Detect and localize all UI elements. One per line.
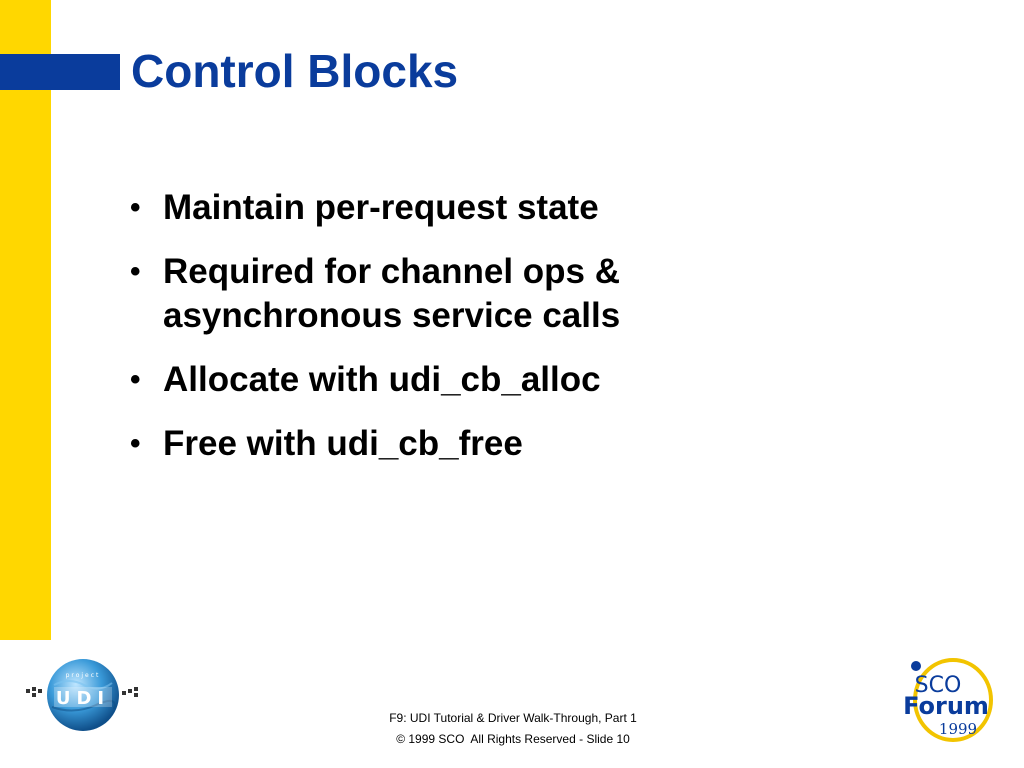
bullet-item [130, 250, 770, 338]
udi-project-logo-icon [24, 655, 142, 737]
bullet-dot-icon: • [130, 363, 141, 396]
bullet-list [130, 186, 770, 486]
sco-forum-logo-icon [898, 654, 998, 748]
bullet-dot-icon: • [130, 255, 141, 288]
bullet-text: Required for channel ops & asynchronous service calls [163, 252, 621, 335]
blue-title-accent-bar [0, 54, 120, 90]
yellow-side-bar [0, 0, 51, 640]
bullet-item [130, 422, 770, 466]
footer-line-title: F9: UDI Tutorial & Driver Walk-Through, Part 1 [389, 711, 637, 725]
forum-logo-sco-text: SCO [914, 673, 962, 698]
forum-logo-forum-text: Forum [903, 692, 989, 720]
udi-logo-project-text: project [65, 672, 101, 679]
bullet-text: Maintain per-request state [163, 188, 599, 227]
bullet-item [130, 186, 770, 230]
footer-line-copyright: © 1999 SCO All Rights Reserved - Slide 10 [396, 732, 630, 746]
bullet-text: Allocate with udi_cb_alloc [163, 360, 601, 399]
udi-logo-main-text: UDI [55, 688, 111, 709]
bullet-dot-icon: • [130, 427, 141, 460]
bullet-dot-icon: • [130, 191, 141, 224]
slide-title: Control Blocks [131, 45, 459, 97]
bullet-text: Free with udi_cb_free [163, 424, 523, 463]
forum-logo-year-text: 1999 [938, 720, 978, 738]
slide-footer [340, 708, 686, 750]
bullet-item [130, 358, 770, 402]
